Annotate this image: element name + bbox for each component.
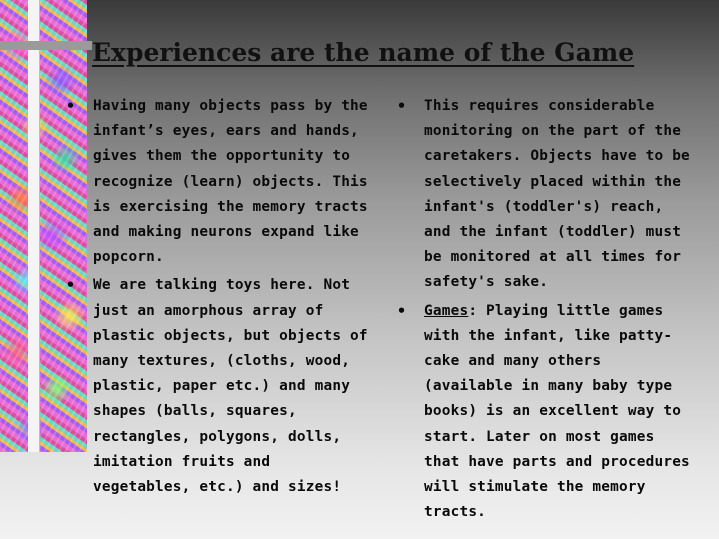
bullet-item: • Having many objects pass by the infant’s eyes, ears and hands, gives them the opportunity to recognize (learn) objects. This is exercising the memory tracts and making neurons expand like popcorn. bbox=[64, 94, 376, 270]
bullet-item-games bbox=[395, 299, 697, 526]
title-accent-line bbox=[0, 41, 92, 50]
right-bullet-list bbox=[395, 94, 697, 528]
games-label: Games bbox=[424, 302, 469, 319]
left-bullet-list bbox=[64, 94, 376, 503]
slide-title: Experiences are the name of the Game bbox=[92, 38, 635, 67]
bullet-item: • This requires considerable monitoring on the part of the caretakers. Objects have to be selectively placed within the infant's (toddler's) reach, and the infant (toddler) must be monitored at all times for safety's sake. bbox=[395, 94, 697, 296]
decorative-vertical-bar bbox=[28, 0, 40, 452]
bullet-item: • We are talking toys here. Not just an amorphous array of plastic objects, but objects of many textures, (cloths, wood, plastic, paper etc.) and many shapes (balls, squares, rectangles, polygons, dolls, imitation fruits and vegetables, etc.) and sizes! bbox=[64, 273, 376, 500]
games-text: : Playing little games with the infant, like patty-cake and many others (available in many baby type books) is an excellent way to start. Later on most games that have parts and procedures will stimulate the memory tracts. bbox=[424, 302, 690, 521]
